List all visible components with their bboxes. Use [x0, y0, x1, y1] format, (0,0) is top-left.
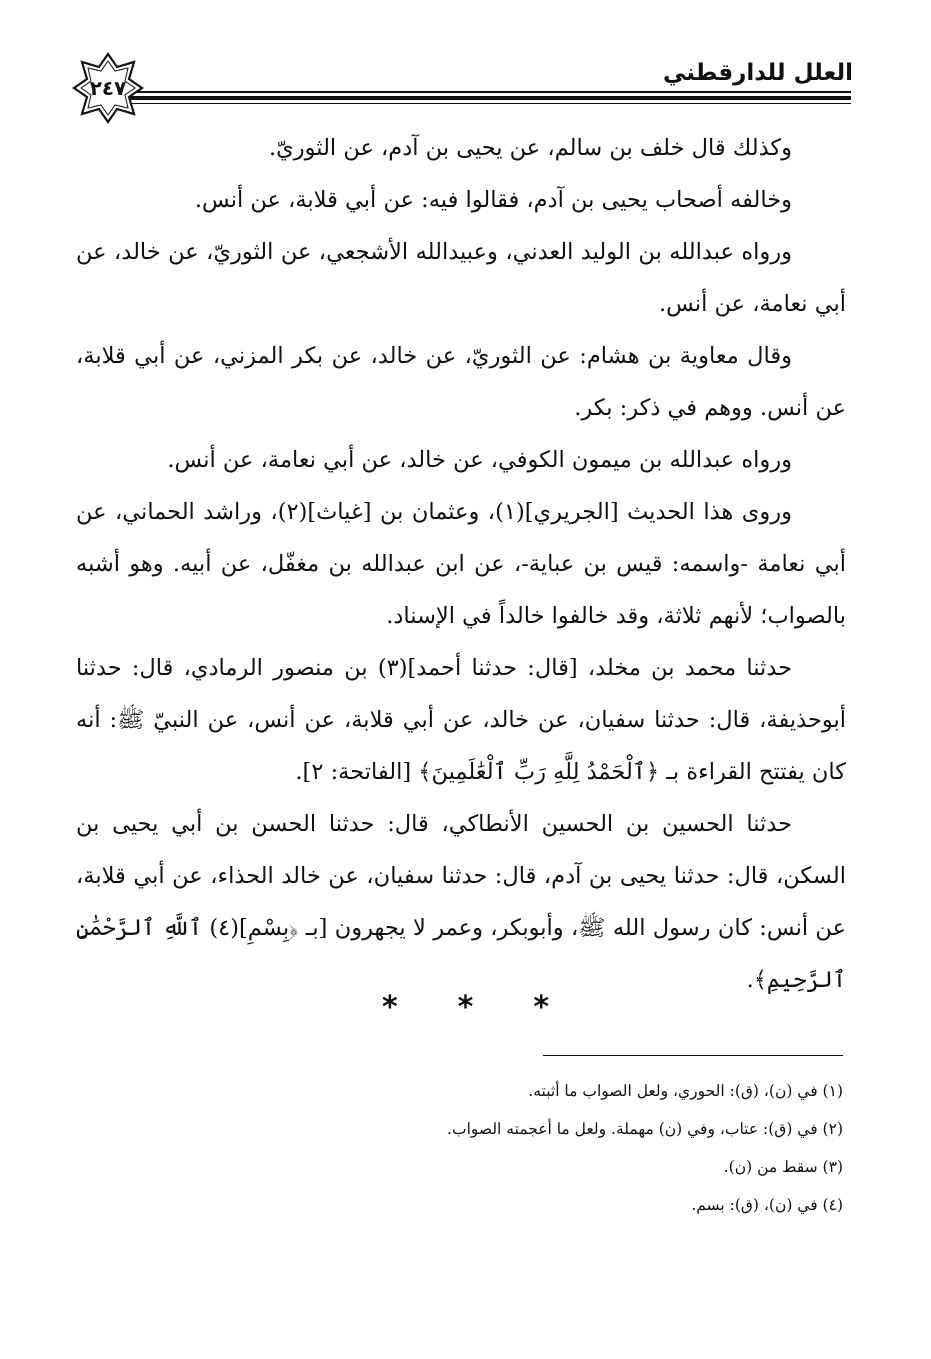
paragraph: حدثنا الحسين بن الحسين الأنطاكي، قال: حدثنا الحسن بن أبي يحيى بن السكن، قال: حدثنا يحيى بن آدم، قال: حدثنا سفيان، عن خالد الحذاء، عن أبي قلابة، عن أنس: كان رسول الله ﷺ، وأبوبكر، وعمر لا يجهرون [بـ ﴿بِسْمِ](٤) ٱللَّهِ ٱلرَّحْمَٰنِ ٱلرَّحِيمِ﴾.	[76, 811, 846, 993]
footnote: (٣) سقط من (ن).	[723, 1158, 843, 1176]
running-head-title: العلل للدارقطني	[663, 60, 853, 86]
paragraph: ورواه عبدالله بن ميمون الكوفي، عن خالد، عن أبي نعامة، عن أنس.	[167, 447, 792, 473]
footnote: (٢) في (ق): عتاب، وفي (ن) مهملة. ولعل ما أعجمته الصواب.	[447, 1120, 843, 1138]
page-number: ٢٤٧	[89, 76, 127, 100]
header-rule-thick	[128, 96, 851, 100]
main-text	[76, 122, 846, 1006]
separator-star: *	[381, 990, 398, 1025]
header-rule-thin	[128, 91, 851, 93]
section-separator	[0, 990, 931, 1025]
paragraph: حدثنا محمد بن مخلد، [قال: حدثنا أحمد](٣) بن منصور الرمادي، قال: حدثنا أبوحذيفة، قال: حدثنا سفيان، عن خالد، عن أبي قلابة، عن أنس، عن النبيّ ﷺ: أنه كان يفتتح القراءة بـ ﴿ٱلْحَمْدُ لِلَّهِ رَبِّ ٱلْعَٰلَمِينَ﴾ [الفاتحة: ٢].	[76, 655, 846, 785]
paragraph: وروى هذا الحديث [الجريري](١)، وعثمان بن [غياث](٢)، وراشد الحماني، عن أبي نعامة -واسمه: قيس بن عباية-، عن ابن عبدالله بن مغفّل، عن أبيه. وهو أشبه بالصواب؛ لأنهم ثلاثة، وقد خالفوا خالداً في الإسناد.	[76, 499, 846, 629]
separator-star: *	[533, 990, 550, 1025]
paragraph: وقال معاوية بن هشام: عن الثوريّ، عن خالد، عن بكر المزني، عن أبي قلابة، عن أنس. ووهم في ذكر: بكر.	[76, 343, 846, 421]
page-number-badge	[72, 52, 144, 124]
separator-star: *	[457, 990, 474, 1025]
footnote: (٤) في (ن)، (ق): بسم.	[691, 1196, 843, 1214]
paragraph: ورواه عبدالله بن الوليد العدني، وعبيدالله الأشجعي، عن الثوريّ، عن خالد، عن أبي نعامة، عن أنس.	[76, 239, 846, 317]
footnote-rule	[543, 1055, 843, 1056]
footnotes	[83, 1072, 843, 1224]
footnote: (١) في (ن)، (ق): الحوري، ولعل الصواب ما أثبته.	[528, 1082, 843, 1100]
paragraph: وخالفه أصحاب يحيى بن آدم، فقالوا فيه: عن أبي قلابة، عن أنس.	[194, 187, 792, 213]
paragraph: وكذلك قال خلف بن سالم، عن يحيى بن آدم، عن الثوريّ.	[269, 135, 792, 161]
header-rule-hairline	[128, 103, 851, 104]
